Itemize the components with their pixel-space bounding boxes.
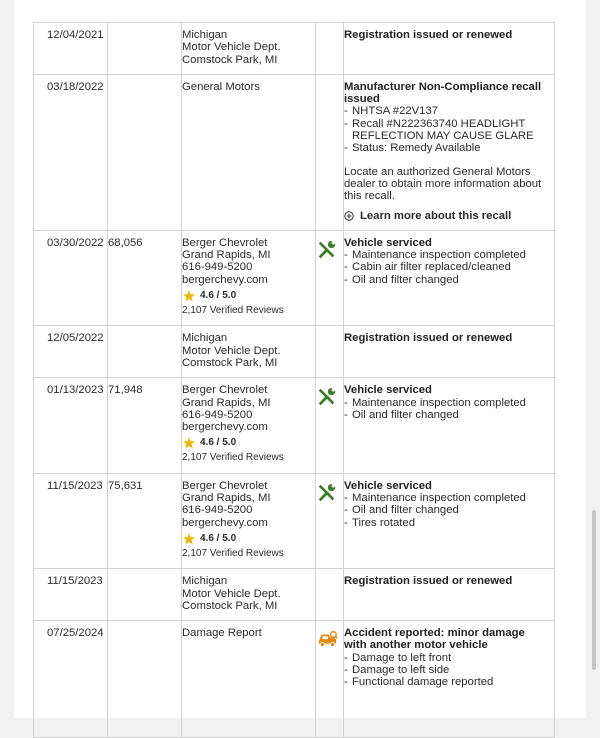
record-icon-cell (316, 621, 344, 737)
record-comments (344, 378, 555, 473)
verified-reviews[interactable]: 2,107 Verified Reviews (182, 547, 284, 559)
comment-detail: - Recall #N222363740 HEADLIGHT REFLECTION MAY CAUSE GLARE (344, 118, 548, 143)
table-row (34, 621, 555, 737)
comment-title: Registration issued or renewed (344, 575, 513, 588)
record-comments (344, 326, 555, 378)
table-row (34, 230, 555, 325)
record-mileage: 68,056 (108, 230, 182, 325)
table-row (34, 74, 555, 230)
record-source: Berger Chevrolet Grand Rapids, MI 616-949-5200 bergerchevy.com 4.6 / 5.0 2,107 Verified Reviews (182, 378, 316, 473)
record-source: Michigan Motor Vehicle Dept. Comstock Park, MI (182, 569, 316, 621)
vehicle-history-table (33, 22, 555, 738)
record-mileage: 71,948 (108, 378, 182, 473)
comment-title: Vehicle serviced (344, 236, 432, 249)
record-mileage (108, 326, 182, 378)
comment-title: Manufacturer Non-Compliance recall issued (344, 80, 542, 106)
tools-icon (316, 386, 338, 408)
record-icon-cell (316, 569, 344, 621)
record-comments (344, 23, 555, 75)
record-mileage: 75,631 (108, 473, 182, 568)
record-icon-cell (316, 378, 344, 473)
record-mileage (108, 569, 182, 621)
table-row (34, 569, 555, 621)
comment-detail: - Cabin air filter replaced/cleaned (344, 261, 548, 273)
record-icon-cell (316, 74, 344, 230)
plus-circle-icon (344, 211, 354, 221)
star-icon (182, 289, 196, 303)
dealer-rating[interactable]: 4.6 / 5.0 (182, 436, 311, 450)
record-source: Michigan Motor Vehicle Dept. Comstock Park, MI (182, 326, 316, 378)
record-source: Berger Chevrolet Grand Rapids, MI 616-949-5200 bergerchevy.com 4.6 / 5.0 2,107 Verified Reviews (182, 230, 316, 325)
comment-title: Vehicle serviced (344, 384, 432, 397)
record-source: Berger Chevrolet Grand Rapids, MI 616-949-5200 bergerchevy.com 4.6 / 5.0 2,107 Verified Reviews (182, 473, 316, 568)
record-date: 01/13/2023 (34, 378, 108, 473)
comment-detail: - NHTSA #22V137 (344, 105, 548, 117)
record-comments (344, 230, 555, 325)
record-date: 03/30/2022 (34, 230, 108, 325)
table-row (34, 326, 555, 378)
verified-reviews[interactable]: 2,107 Verified Reviews (182, 452, 284, 464)
record-date: 11/15/2023 (34, 569, 108, 621)
comment-detail: - Tires rotated (344, 517, 548, 529)
learn-more-recall-link[interactable]: Learn more about this recall (344, 210, 548, 222)
record-icon-cell (316, 473, 344, 568)
record-date: 12/05/2022 (34, 326, 108, 378)
record-comments (344, 621, 555, 737)
dealer-rating[interactable]: 4.6 / 5.0 (182, 532, 311, 546)
comment-title: Registration issued or renewed (344, 29, 513, 41)
record-icon-cell (316, 230, 344, 325)
record-comments (344, 569, 555, 621)
table-row (34, 378, 555, 473)
comment-title: Registration issued or renewed (344, 332, 513, 345)
comment-detail: - Maintenance inspection completed (344, 397, 548, 409)
comment-title: Accident reported: minor damage with another motor vehicle (344, 627, 525, 652)
record-source: Damage Report (182, 621, 316, 737)
record-date: 07/25/2024 (34, 621, 108, 737)
scrollbar-track[interactable] (586, 0, 600, 718)
record-mileage (108, 621, 182, 737)
comment-title: Vehicle serviced (344, 479, 432, 492)
record-mileage (108, 74, 182, 230)
record-source: Michigan Motor Vehicle Dept. Comstock Park, MI (182, 23, 316, 75)
comment-detail: - Functional damage reported (344, 676, 548, 688)
comment-detail: - Maintenance inspection completed (344, 492, 548, 504)
comment-detail: - Damage to left side (344, 664, 548, 676)
comment-detail: - Oil and filter changed (344, 274, 548, 286)
table-row (34, 473, 555, 568)
record-mileage (108, 23, 182, 75)
dealer-rating[interactable]: 4.6 / 5.0 (182, 289, 311, 303)
comment-detail: - Maintenance inspection completed (344, 249, 548, 261)
tools-icon (316, 482, 338, 504)
record-icon-cell (316, 326, 344, 378)
comment-detail: - Damage to left front (344, 652, 548, 664)
record-comments (344, 473, 555, 568)
record-source: General Motors (182, 74, 316, 230)
tools-icon (316, 239, 338, 261)
car-damage-icon (316, 629, 338, 651)
comment-detail: - Status: Remedy Available (344, 142, 548, 154)
verified-reviews[interactable]: 2,107 Verified Reviews (182, 305, 284, 317)
record-date: 03/18/2022 (34, 74, 108, 230)
table-row (34, 23, 555, 75)
record-date: 11/15/2023 (34, 473, 108, 568)
recall-note: Locate an authorized General Motors dealer to obtain more information about this recall. (344, 165, 542, 203)
record-comments (344, 74, 555, 230)
comment-detail: - Oil and filter changed (344, 409, 548, 421)
comment-detail: - Oil and filter changed (344, 504, 548, 516)
scrollbar-thumb[interactable] (592, 510, 596, 670)
star-icon (182, 436, 196, 450)
star-icon (182, 532, 196, 546)
record-icon-cell (316, 23, 344, 75)
record-date: 12/04/2021 (34, 23, 108, 75)
